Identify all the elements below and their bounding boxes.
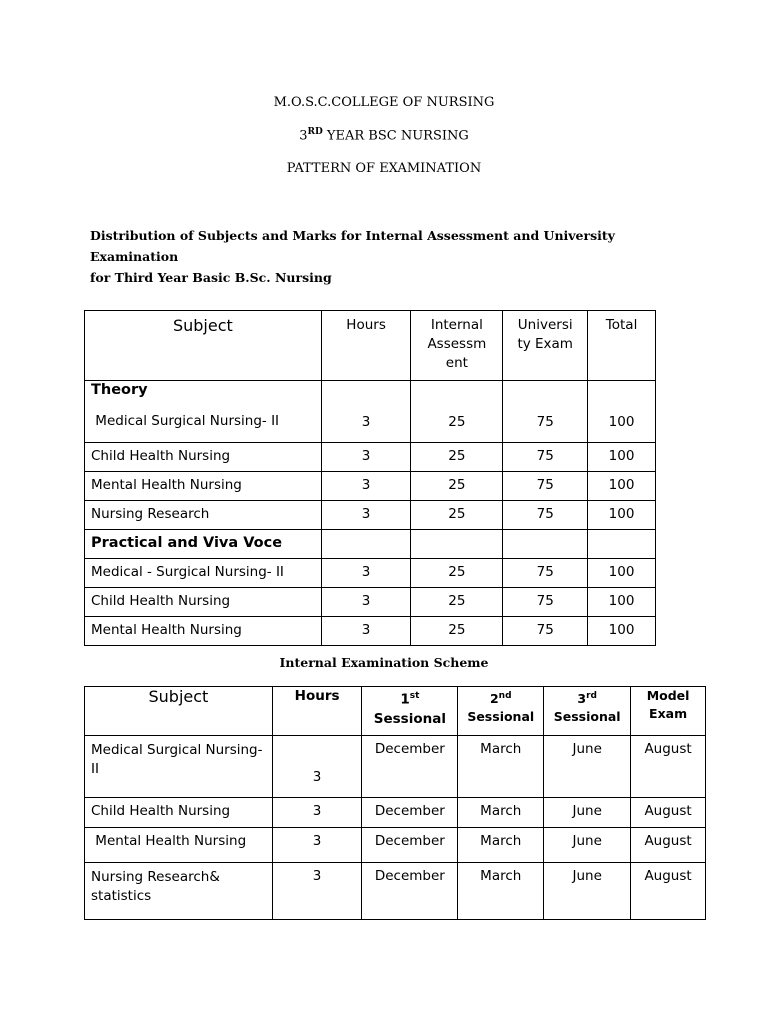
total-cell: 100: [588, 472, 656, 501]
sched-subject: Mental Health Nursing: [85, 828, 273, 863]
intro-line-2: for Third Year Basic B.Sc. Nursing: [90, 270, 332, 285]
total-cell: 100: [588, 559, 656, 588]
s1-label: Sessional: [373, 710, 446, 727]
hours-cell: 3: [321, 501, 411, 530]
sched-hours: 3: [272, 736, 362, 798]
theory-subject-cell: [85, 381, 322, 443]
university-cell: 75: [503, 559, 588, 588]
sched-header-model: Model Exam: [631, 687, 706, 736]
s3-sup: rd: [586, 691, 597, 701]
sched-header-s1: [362, 687, 458, 736]
s3-number: 3: [577, 691, 587, 707]
practical-row-1: [85, 588, 656, 617]
s2-label: Sessional: [467, 709, 535, 725]
pattern-heading: PATTERN OF EXAMINATION: [286, 161, 482, 176]
total-cell: 100: [588, 501, 656, 530]
university-cell: 75: [503, 472, 588, 501]
sched-s3: June: [544, 798, 631, 828]
empty-cell: [503, 530, 588, 559]
hours-cell: 3: [321, 617, 411, 646]
hours-cell: 3: [321, 381, 411, 443]
internal-cell: 25: [411, 588, 503, 617]
sched-s3: June: [544, 863, 631, 920]
subject-name: Medical Surgical Nursing- II: [91, 413, 280, 429]
internal-cell: 25: [411, 501, 503, 530]
total-cell: 100: [588, 617, 656, 646]
total-cell: 100: [588, 443, 656, 472]
sched-s1: December: [362, 736, 458, 798]
theory-row-2: [85, 472, 656, 501]
sched-subject: Child Health Nursing: [85, 798, 273, 828]
marks-header-row: [85, 311, 656, 381]
empty-cell: [588, 530, 656, 559]
practical-label-row: [85, 530, 656, 559]
year-number: 3: [299, 128, 308, 144]
s1-sup: st: [409, 691, 420, 701]
practical-label: Practical and Viva Voce: [85, 530, 322, 559]
empty-cell: [411, 530, 503, 559]
college-name: M.O.S.C.COLLEGE OF NURSING: [273, 95, 495, 110]
sched-hours: 3: [272, 798, 362, 828]
university-cell: 75: [503, 617, 588, 646]
year-heading: [0, 127, 768, 143]
intro-paragraph: [90, 225, 690, 288]
sched-subject: Medical Surgical Nursing- II: [85, 736, 273, 798]
sched-model: August: [631, 828, 706, 863]
sched-s2: March: [458, 828, 544, 863]
internal-cell: 25: [411, 559, 503, 588]
schedule-row-2: [85, 828, 706, 863]
sched-s1: December: [362, 863, 458, 920]
sched-header-hours: Hours: [272, 687, 362, 736]
header-total: Total: [588, 311, 656, 381]
schedule-title: Internal Examination Scheme: [279, 655, 489, 670]
sched-model: August: [631, 863, 706, 920]
header-university: Universi ty Exam: [503, 311, 588, 381]
marks-table: [84, 310, 656, 646]
sched-s3: June: [544, 736, 631, 798]
sched-s3: June: [544, 828, 631, 863]
sched-s2: March: [458, 798, 544, 828]
subject-name: Child Health Nursing: [85, 588, 322, 617]
s2-sup: nd: [498, 691, 512, 701]
hours-cell: 3: [321, 588, 411, 617]
year-superscript: RD: [307, 127, 323, 137]
internal-cell: 25: [411, 381, 503, 443]
header-internal: Internal Assessm ent: [411, 311, 503, 381]
subject-name: Mental Health Nursing: [85, 617, 322, 646]
theory-label: Theory: [91, 382, 148, 398]
total-cell: 100: [588, 588, 656, 617]
sched-hours: 3: [272, 863, 362, 920]
sched-s2: March: [458, 863, 544, 920]
internal-cell: 25: [411, 472, 503, 501]
schedule-row-3: [85, 863, 706, 920]
empty-cell: [321, 530, 411, 559]
internal-cell: 25: [411, 443, 503, 472]
sched-model: August: [631, 736, 706, 798]
university-cell: 75: [503, 501, 588, 530]
sched-subject: Nursing Research& statistics: [85, 863, 273, 920]
subject-name: Child Health Nursing: [85, 443, 322, 472]
sched-model: August: [631, 798, 706, 828]
s2-number: 2: [489, 691, 499, 707]
practical-row-0: [85, 559, 656, 588]
sched-header-subject: Subject: [85, 687, 273, 736]
theory-row-1: [85, 443, 656, 472]
subject-name: Nursing Research: [85, 501, 322, 530]
total-cell: 100: [588, 381, 656, 443]
schedule-header-row: [85, 687, 706, 736]
hours-cell: 3: [321, 472, 411, 501]
internal-cell: 25: [411, 617, 503, 646]
sched-s2: March: [458, 736, 544, 798]
university-cell: 75: [503, 381, 588, 443]
year-text: YEAR BSC NURSING: [322, 128, 469, 144]
theory-row-3: [85, 501, 656, 530]
theory-row-0: [85, 381, 656, 443]
practical-row-2: [85, 617, 656, 646]
university-cell: 75: [503, 588, 588, 617]
schedule-table: [84, 686, 706, 920]
s3-label: Sessional: [553, 709, 621, 725]
sched-s1: December: [362, 828, 458, 863]
header-subject: Subject: [85, 311, 322, 381]
sched-s1: December: [362, 798, 458, 828]
subject-name: Mental Health Nursing: [85, 472, 322, 501]
hours-cell: 3: [321, 559, 411, 588]
sched-header-s2: [458, 687, 544, 736]
header-hours: Hours: [321, 311, 411, 381]
subject-name: Medical - Surgical Nursing- II: [85, 559, 322, 588]
schedule-row-0: [85, 736, 706, 798]
sched-header-s3: [544, 687, 631, 736]
schedule-row-1: [85, 798, 706, 828]
hours-cell: 3: [321, 443, 411, 472]
intro-line-1: Distribution of Subjects and Marks for Internal Assessment and University Examination: [90, 228, 615, 264]
s1-number: 1: [400, 691, 410, 708]
sched-hours: 3: [272, 828, 362, 863]
university-cell: 75: [503, 443, 588, 472]
